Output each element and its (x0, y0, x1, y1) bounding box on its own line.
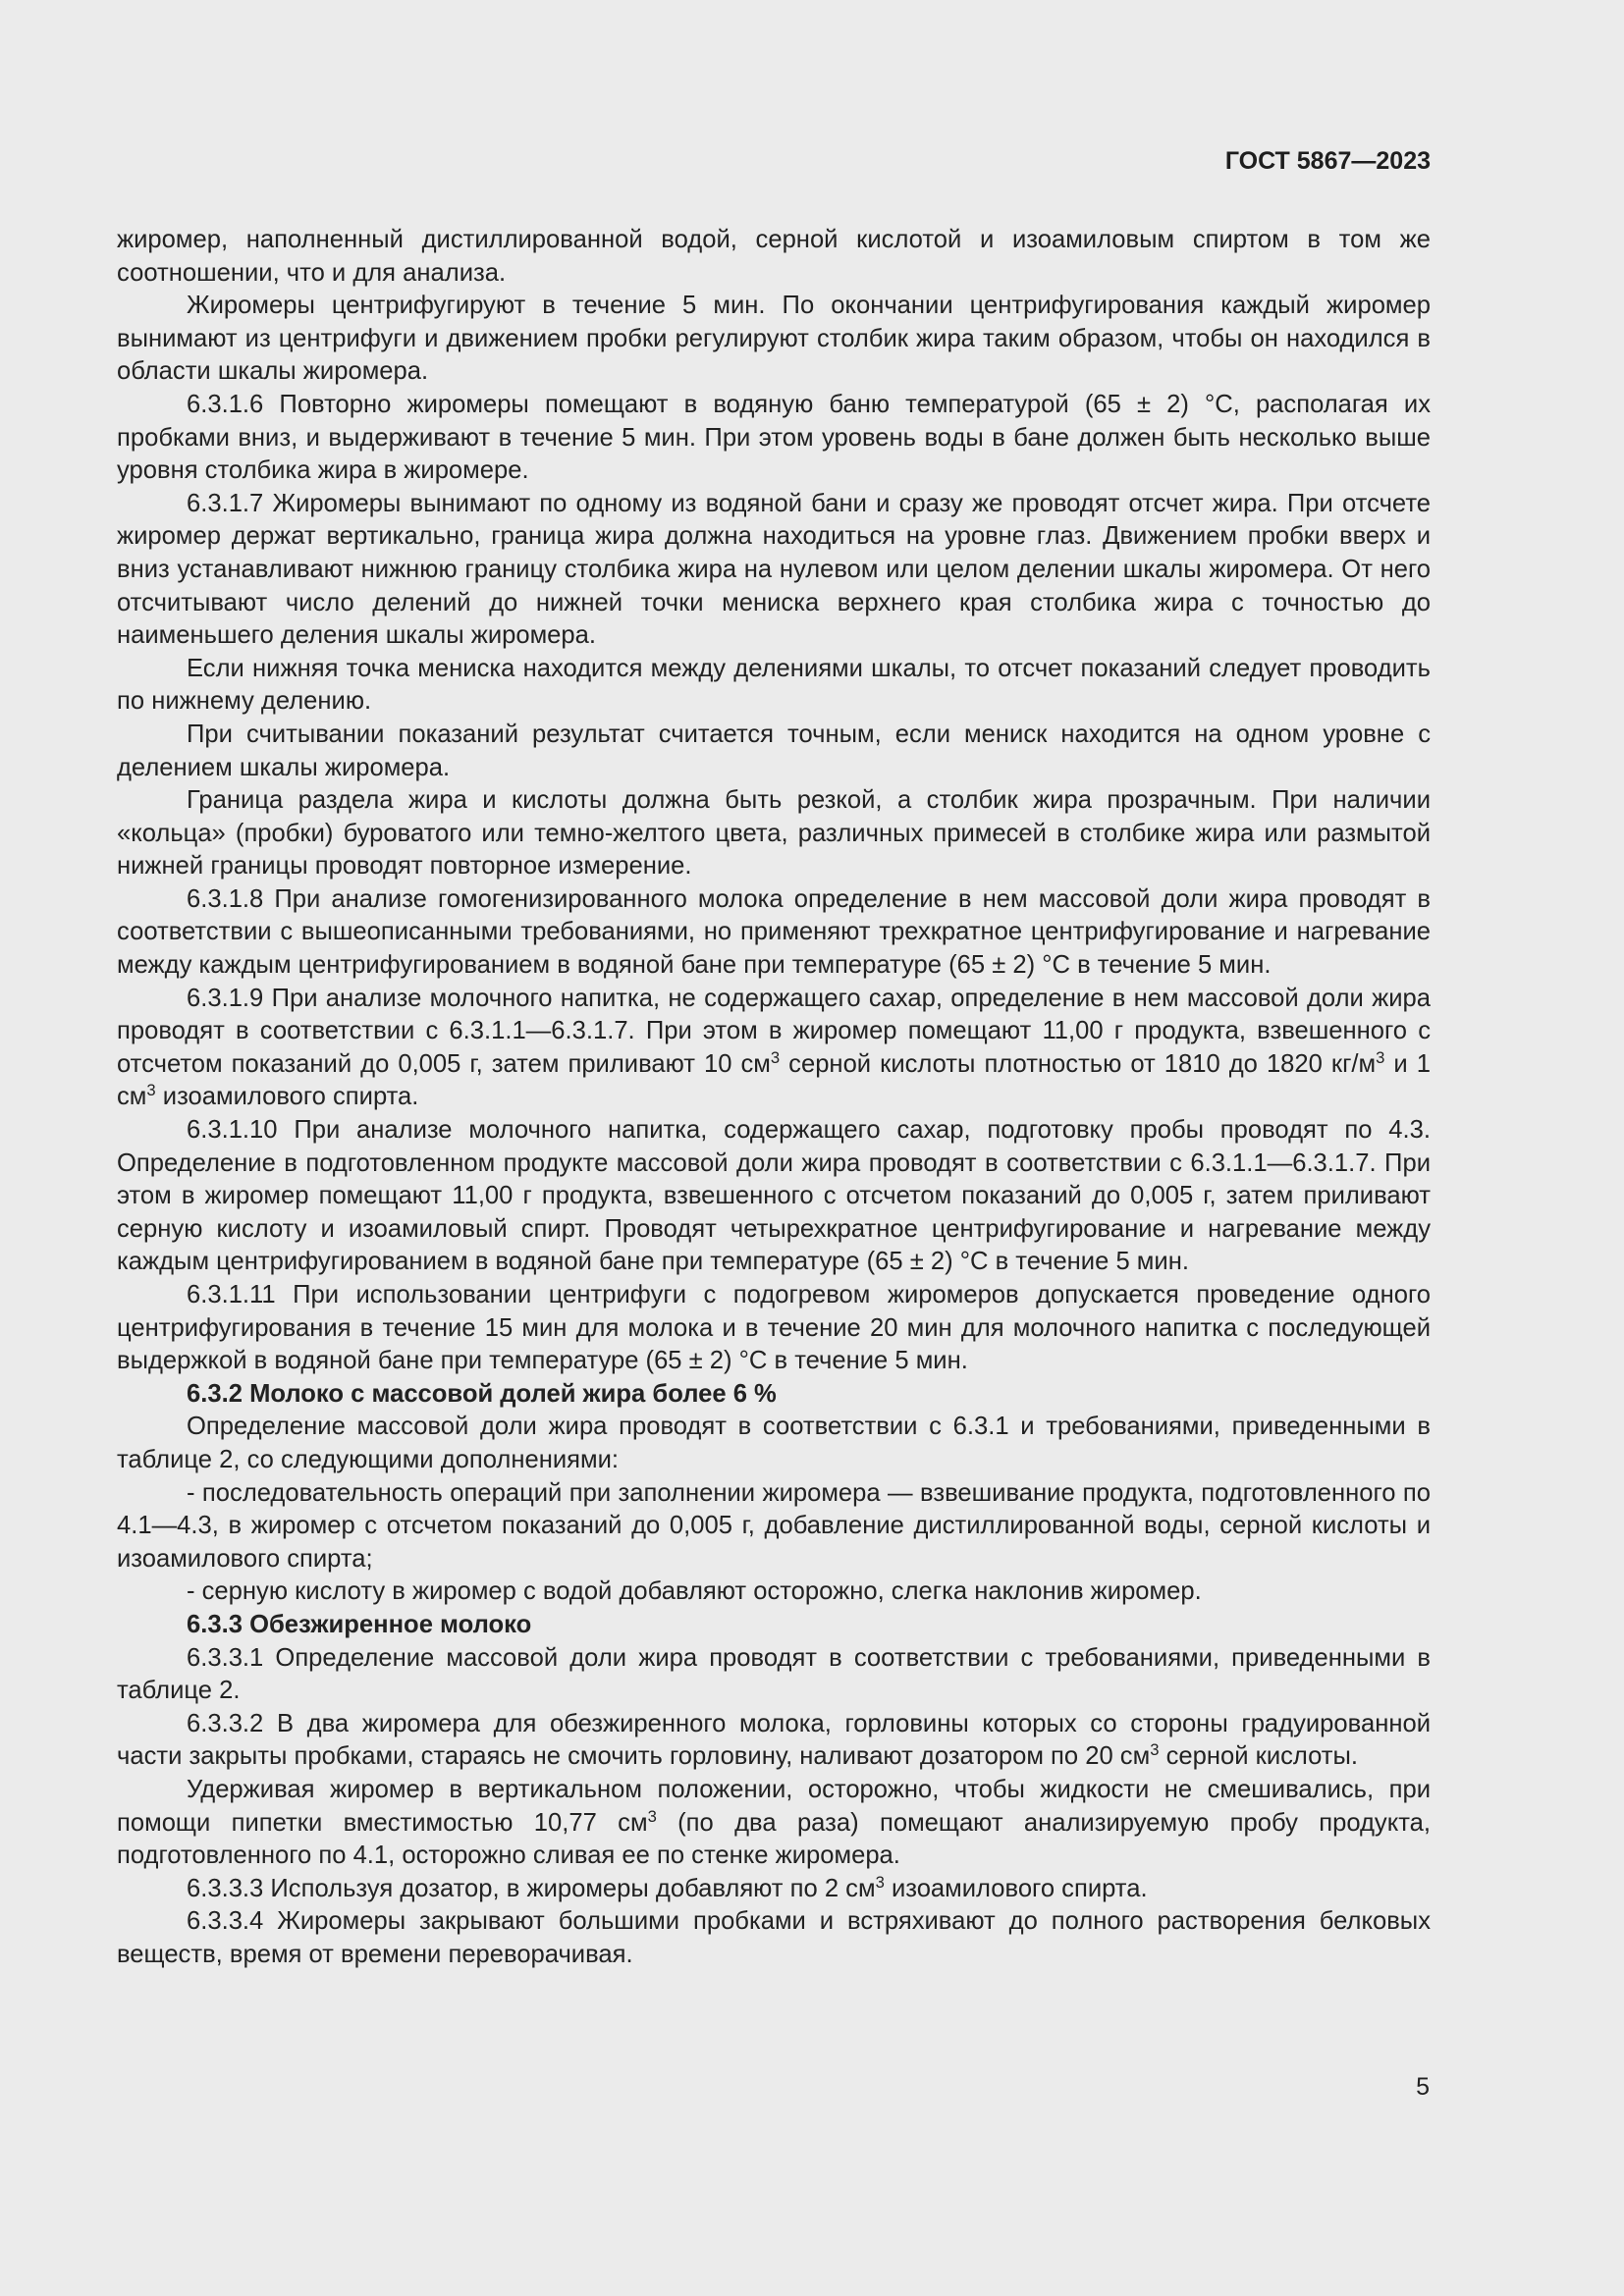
paragraph (117, 1114, 1431, 1279)
paragraph (117, 389, 1431, 488)
clause-text: Жиромеры закрывают большими пробками и встряхивают до полного растворения белковых веществ, время от времени переворачивая. (117, 1907, 1431, 1968)
paragraph: Граница раздела жира и кислоты должна быть резкой, а столбик жира прозрачным. При наличии «кольца» (пробки) буроватого или темно-желтого цвета, различных примесей в столбике жира или размытой нижней границы проводят повторное измерение. (117, 786, 1431, 881)
clause-number: 6.3.1.10 (187, 1116, 278, 1145)
paragraph: При считывании показаний результат считается точным, если мениск находится на одном уровне с делением шкалы жиромера. (117, 720, 1431, 781)
paragraph (117, 1873, 1431, 1906)
section-heading (117, 1378, 1431, 1412)
clause-number: 6.3.1.8 (187, 884, 264, 913)
superscript: 3 (647, 1806, 657, 1826)
paragraph (117, 1642, 1431, 1708)
paragraph (117, 883, 1431, 983)
superscript: 3 (146, 1081, 156, 1100)
clause-text: Повторно жиромеры помещают в водяную баню температурой (65 ± 2) °С, располагая их пробками вниз, и выдерживают в течение 5 мин. При этом уровень воды в бане должен быть несколько выше уровня столбика жира в жиромере. (117, 390, 1431, 485)
section-number: 6.3.2 (187, 1379, 243, 1408)
paragraph (117, 488, 1431, 653)
clause-number: 6.3.3.1 (187, 1643, 264, 1672)
paragraph (117, 983, 1431, 1114)
clause-number: 6.3.1.7 (187, 489, 264, 517)
paragraph (117, 1774, 1431, 1873)
clause-number: 6.3.1.11 (187, 1281, 276, 1308)
section-heading (117, 1609, 1431, 1642)
clause-text: Удерживая жиромер в вертикальном положении, осторожно, чтобы жидкости не смешивались, при помощи пипетки вместимостью 10,77 см (117, 1775, 1431, 1837)
superscript: 3 (1376, 1047, 1385, 1067)
section-title: Обезжиренное молоко (249, 1610, 532, 1638)
clause-text: серной кислоты плотностью от 1810 до 1820 кг/м (780, 1049, 1377, 1078)
paragraph: жиромер, наполненный дистиллированной водой, серной кислотой и изоамиловым спиртом в том же соотношении, что и для анализа. (117, 226, 1431, 287)
clause-number: 6.3.3.4 (187, 1907, 264, 1936)
clause-text: изоамилового спирта. (155, 1083, 419, 1111)
clause-text: Жиромеры вынимают по одному из водяной бани и сразу же проводят отсчет жира. При отсчете жиромер держат вертикально, граница жира должна находиться на уровне глаз. Движением пробки вверх и вниз устанавливают нижнюю границу столбика жира на нулевом или целом делении шкалы жиромера. От него отсчитывают число делений до нижней точки мениска верхнего края столбика жира с точностью до наименьшего деления шкалы жиромера. (117, 489, 1431, 650)
section-title: Молоко с массовой долей жира более 6 % (249, 1379, 777, 1408)
document-body (117, 224, 1431, 1971)
clause-number: 6.3.3.2 (187, 1709, 264, 1737)
clause-number: 6.3.1.6 (187, 390, 264, 418)
clause-text: При анализе молочного напитка, содержащего сахар, подготовку пробы проводят по 4.3. Определение в подготовленном продукте массовой доли жира проводят в соответствии с 6.3.1.1—6.3.1.7. При этом в жиромер помещают 11,00 г продукта, взвешенного с отсчетом показаний до 0,005 г, затем приливают серную кислоту и изоамиловый спирт. Проводят четырехкратное центрифугирование и нагревание между каждым центрифугированием в водяной бане при температуре (65 ± 2) °С в течение 5 мин. (117, 1116, 1431, 1276)
clause-text: В два жиромера для обезжиренного молока, горловины которых со стороны градуированной части закрыты пробками, стараясь не смочить горловину, наливают дозатором по 20 см (117, 1709, 1431, 1771)
page-number: 5 (1416, 2073, 1430, 2101)
clause-text: Используя дозатор, в жиромеры добавляют по 2 см (270, 1874, 876, 1902)
list-item: - последовательность операций при заполнении жиромера — взвешивание продукта, подготовленного по 4.1—4.3, в жиромер с отсчетом показаний до 0,005 г, добавление дистиллированной воды, серной кислоты и изоамилового спирта; (117, 1478, 1431, 1573)
section-number: 6.3.3 (187, 1610, 243, 1638)
paragraph (117, 1279, 1431, 1378)
list-item: - серную кислоту в жиромер с водой добавляют осторожно, слегка наклонив жиромер. (187, 1577, 1202, 1606)
superscript: 3 (875, 1872, 885, 1892)
clause-number: 6.3.3.3 (187, 1874, 264, 1902)
clause-text: изоамилового спирта. (884, 1874, 1148, 1902)
paragraph: Определение массовой доли жира проводят в соответствии с 6.3.1 и требованиями, приведенными в таблице 2, со следующими дополнениями: (117, 1413, 1431, 1473)
paragraph (117, 1905, 1431, 1971)
clause-number: 6.3.1.9 (187, 984, 264, 1012)
clause-text: При анализе гомогенизированного молока определение в нем массовой доли жира проводят в соответствии с вышеописанными требованиями, но применяют трехкратное центрифугирование и нагревание между каждым центрифугированием в водяной бане при температуре (65 ± 2) °С в течение 5 мин. (117, 884, 1431, 980)
clause-text: При анализе молочного напитка, не содержащего сахар, определение в нем массовой доли жира проводят в соответствии с 6.3.1.1—6.3.1.7. При этом в жиромер помещают 11,00 г продукта, взвешенного с отсчетом показаний до 0,005 г, затем приливают 10 см (117, 984, 1431, 1078)
paragraph: Жиромеры центрифугируют в течение 5 мин. По окончании центрифугирования каждый жиромер вынимают из центрифуги и движением пробки регулируют столбик жира таким образом, чтобы он находился в области шкалы жиромера. (117, 292, 1431, 386)
clause-text: (по два раза) помещают анализируемую пробу продукта, подготовленного по 4.1, осторожно сливая ее по стенке жиромера. (117, 1808, 1431, 1870)
clause-text: и 1 см (117, 1049, 1431, 1111)
clause-text: серной кислоты. (1159, 1742, 1359, 1771)
paragraph: Если нижняя точка мениска находится между делениями шкалы, то отсчет показаний следует проводить по нижнему делению. (117, 654, 1431, 716)
paragraph (117, 1708, 1431, 1774)
clause-text: При использовании центрифуги с подогревом жиромеров допускается проведение одного центрифугирования в течение 15 мин для молока и в течение 20 мин для молочного напитка с последующей выдержкой в водяной бане при температуре (65 ± 2) °С в течение 5 мин. (117, 1281, 1431, 1375)
superscript: 3 (770, 1047, 781, 1067)
clause-text: Определение массовой доли жира проводят в соответствии с требованиями, приведенными в таблице 2. (117, 1643, 1431, 1705)
superscript: 3 (1150, 1740, 1160, 1760)
document-header: ГОСТ 5867—2023 (1224, 147, 1431, 175)
